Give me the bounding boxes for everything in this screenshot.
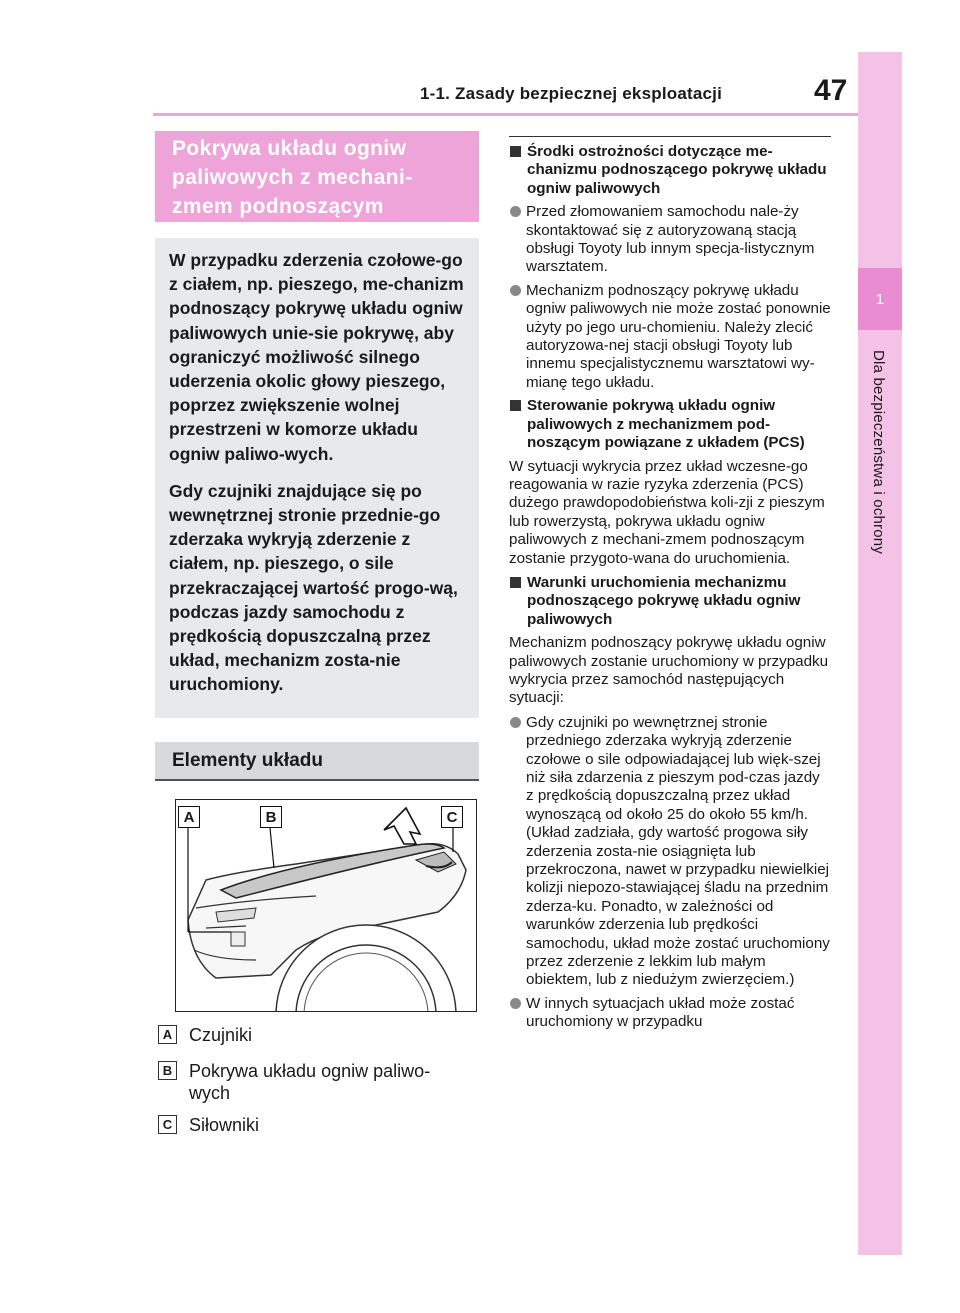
round-bullet-icon — [510, 206, 521, 217]
intro-box — [155, 238, 479, 718]
legend-item — [158, 1024, 252, 1046]
legend-text: Pokrywa układu ogniw paliwo-wych — [189, 1061, 431, 1103]
right-column — [509, 136, 831, 1037]
body-paragraph: W sytuacji wykrycia przez układ wczesne-go reagowania w razie ryzyka zderzenia (PCS) dużego prawdopodobieństwa koli-zji z pieszym lub rowerzystą, pokrywa układu ogniw paliwowych z mechani-zmem podnoszącym zostanie przygoto-wana do uruchomienia. — [509, 457, 825, 567]
intro-paragraph: Gdy czujniki znajdujące się po wewnętrznej stronie przednie-go zderzaka wykryją zderzenie z ciałem, np. pieszego, o sile przekraczającej wartość progo-wą, podczas jazdy samochodu z prędkością dopuszczalną przez układ, mechanizm zosta-nie uruchomiony. — [169, 480, 458, 695]
chapter-side-tab — [858, 52, 902, 1255]
elements-heading-underline — [155, 779, 479, 781]
figure-label-c: C — [441, 806, 463, 828]
bullet-item — [509, 282, 831, 392]
subsection-heading — [509, 143, 831, 198]
square-bullet-icon — [510, 400, 521, 411]
round-bullet-icon — [510, 285, 521, 296]
section-heading-line: paliwowych z mechani- — [172, 166, 413, 189]
subsection-heading — [509, 397, 831, 452]
legend-key: A — [158, 1025, 177, 1044]
bullet-item — [509, 995, 831, 1032]
bullet-text: Gdy czujniki po wewnętrznej stronie przedniego zderzaka wykryją zderzenie czołowe o sile odpowiadającej lub więk-szej niż siła zdarzenia z pieszym pod-czas jazdy z prędkością dopuszczalną przez układ wynoszącą od około 25 do około 55 km/h. (Układ zadziała, gdy wartość progowa siły zderzenia zosta-nie osiągnięta lub przekroczona, nawet w przypadku niewielkiej kolizji niepozo-stawiającej śladu na przednim zderza-ku. Ponadto, w zależności od warunków zderzenia lub prędkości samochodu, układ może zostać uruchomiony przez zderzenie z lekkim lub małym obiektem, lub z niedużym zwierzęciem.) — [526, 713, 830, 989]
section-heading-line: Pokrywa układu ogniw — [172, 137, 407, 160]
square-bullet-icon — [510, 577, 521, 588]
legend-text: Siłowniki — [189, 1115, 260, 1135]
figure-label-b: B — [260, 806, 282, 828]
right-column-rule — [509, 136, 831, 137]
body-paragraph: Mechanizm podnoszący pokrywę układu ogniw paliwowych zostanie uruchomiony w przypadku wykrycia przez samochód następujących sytuacji: — [509, 634, 829, 707]
legend-key: C — [158, 1115, 177, 1134]
hood-system-illustration — [175, 799, 477, 1012]
car-front-drawing — [176, 800, 477, 1012]
section-heading-line: zmem podnoszącym — [172, 195, 384, 218]
subsection-heading — [509, 574, 831, 629]
chapter-title-vertical: Dla bezpieczeństwa i ochrony — [870, 350, 887, 555]
legend-item — [158, 1060, 468, 1104]
legend-text: Czujniki — [189, 1025, 253, 1045]
square-bullet-icon — [510, 146, 521, 157]
bullet-item — [509, 714, 831, 990]
subsection-heading-text: Środki ostrożności dotyczące me-chanizmu podnoszącego pokrywę układu ogniw paliwowych — [527, 143, 827, 197]
bullet-text: Przed złomowaniem samochodu nale-ży skontaktować się z autoryzowaną stacją obsługi Toyoty lub innym specja-listycznym warsztatem. — [526, 203, 815, 276]
page-number: 47 — [814, 74, 848, 107]
bullet-text: Mechanizm podnoszący pokrywę układu ogniw paliwowych nie może zostać ponownie użyty po jego uru-chomieniu. Należy zlecić autoryzowa-nej stacji obsługi Toyoty lub innemu specjalistycznemu warsztatowi wy-mianę tego układu. — [526, 281, 831, 391]
bullet-text: W innych sytuacjach układ może zostać uruchomiony w przypadku — [526, 994, 795, 1031]
section-heading — [155, 131, 479, 222]
legend-item — [158, 1114, 259, 1136]
legend-key: B — [158, 1061, 177, 1080]
intro-paragraph: W przypadku zderzenia czołowe-go z ciałem, np. pieszego, me-chanizm podnoszący pokrywę układu ogniw paliwowych unie-sie pokrywę, aby ograniczyć możliwość silnego uderzenia okolic głowy pieszego, poprzez zwiększenie wolnej przestrzeni w komorze układu ogniw paliwo-wych. — [169, 250, 464, 464]
figure-label-a: A — [178, 806, 200, 828]
bullet-item — [509, 203, 831, 277]
elements-heading: Elementy układu — [155, 742, 479, 779]
round-bullet-icon — [510, 717, 521, 728]
round-bullet-icon — [510, 998, 521, 1009]
header-divider — [153, 113, 858, 116]
subsection-heading-text: Warunki uruchomienia mechanizmu podnoszącego pokrywę układu ogniw paliwowych — [527, 573, 801, 628]
subsection-heading-text: Sterowanie pokrywą układu ogniw paliwowych z mechanizmem pod-noszącym powiązane z układem (PCS) — [527, 397, 805, 452]
chapter-number-badge: 1 — [858, 268, 902, 330]
section-title: 1-1. Zasady bezpiecznej eksploatacji — [420, 84, 722, 103]
